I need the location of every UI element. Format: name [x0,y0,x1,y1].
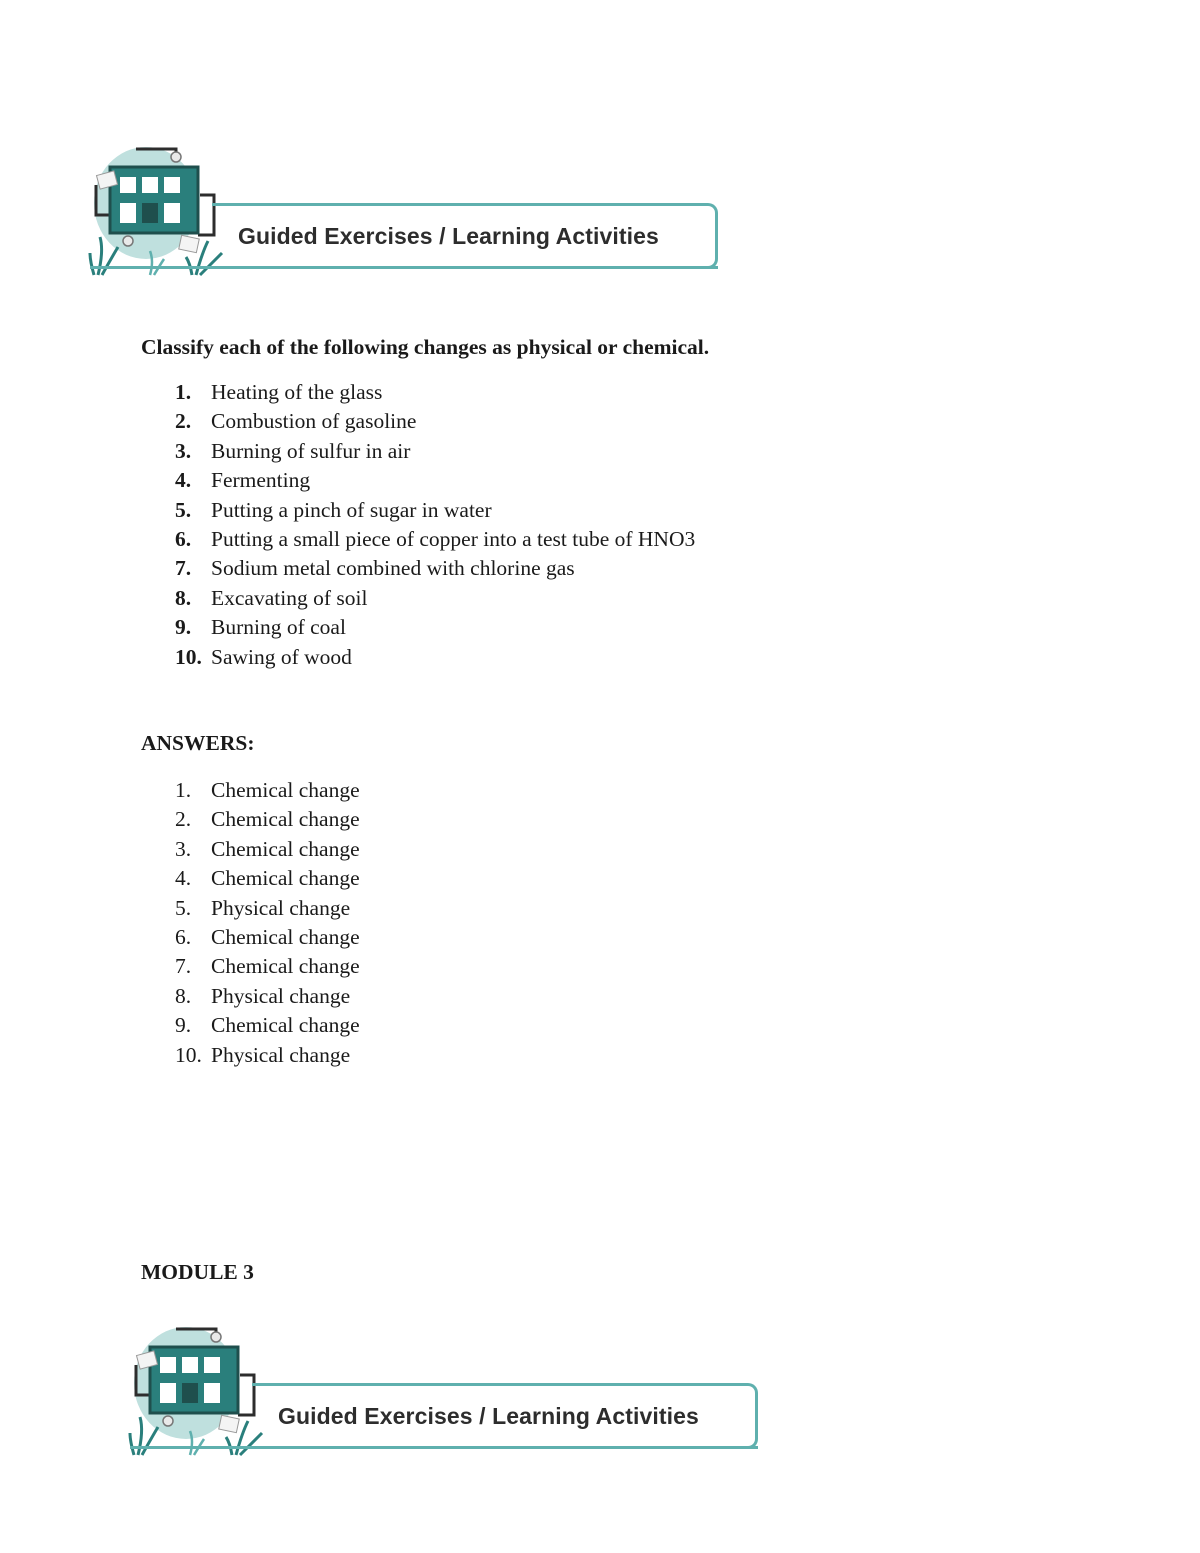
list-item [175,584,695,613]
lab-equipment-icon [88,145,228,285]
list-item [175,805,360,834]
item-text: Chemical change [211,807,360,832]
item-number: 7. [175,556,192,581]
item-text: Heating of the glass [211,380,383,404]
list-item [175,1011,360,1040]
item-text: Burning of coal [211,615,346,640]
item-text: Chemical change [211,924,360,949]
list-item [175,864,360,893]
answers-heading: ANSWERS: [141,731,255,755]
item-text: Chemical change [211,866,360,891]
list-item [175,378,695,407]
item-number: 2. [175,409,192,434]
list-item [175,776,360,805]
item-number: 1. [175,380,192,404]
item-text: Excavating of soil [211,585,368,610]
item-text: Chemical change [211,836,360,861]
list-item [175,554,695,583]
list-item [175,952,360,981]
section-banner [88,145,728,285]
item-number: 5. [175,895,192,920]
item-number: 10. [175,644,202,669]
instruction-text: Classify each of the following changes as physical or chemical. [141,335,710,359]
item-text: Chemical change [211,778,360,802]
item-text: Combustion of gasoline [211,409,417,434]
item-text: Physical change [211,1042,351,1067]
question-list [175,378,695,672]
list-item [175,496,695,525]
item-text: Sawing of wood [211,644,352,669]
item-number: 6. [175,924,192,949]
list-item [175,1041,360,1070]
list-item [175,923,360,952]
section-banner [128,1325,768,1465]
item-number: 6. [175,526,192,551]
item-number: 9. [175,615,192,640]
item-number: 1. [175,778,192,802]
item-number: 4. [175,468,192,493]
answer-list [175,776,360,1070]
list-item [175,894,360,923]
item-number: 2. [175,807,192,832]
list-item [175,466,695,495]
banner-title: Guided Exercises / Learning Activities [278,1403,699,1429]
item-number: 5. [175,497,192,522]
banner-title: Guided Exercises / Learning Activities [238,223,659,249]
item-text: Physical change [211,895,351,920]
banner-underline [130,1446,758,1449]
item-text: Sodium metal combined with chlorine gas [211,556,575,581]
item-text: Putting a pinch of sugar in water [211,497,492,522]
list-item [175,982,360,1011]
item-text: Physical change [211,983,351,1008]
item-text: Putting a small piece of copper into a test tube of HNO3 [211,526,696,551]
list-item [175,835,360,864]
item-number: 4. [175,866,192,891]
item-text: Chemical change [211,1013,360,1038]
list-item [175,643,695,672]
list-item [175,525,695,554]
list-item [175,437,695,466]
list-item [175,613,695,642]
item-text: Fermenting [211,468,311,493]
item-text: Burning of sulfur in air [211,438,411,463]
item-number: 8. [175,983,192,1008]
item-number: 7. [175,954,192,979]
item-number: 10. [175,1042,202,1067]
item-number: 3. [175,438,192,463]
item-number: 9. [175,1013,192,1038]
lab-equipment-icon [128,1325,268,1465]
banner-underline [90,266,718,269]
list-item [175,407,695,436]
item-text: Chemical change [211,954,360,979]
item-number: 3. [175,836,192,861]
item-number: 8. [175,585,192,610]
module-label: MODULE 3 [141,1260,254,1284]
